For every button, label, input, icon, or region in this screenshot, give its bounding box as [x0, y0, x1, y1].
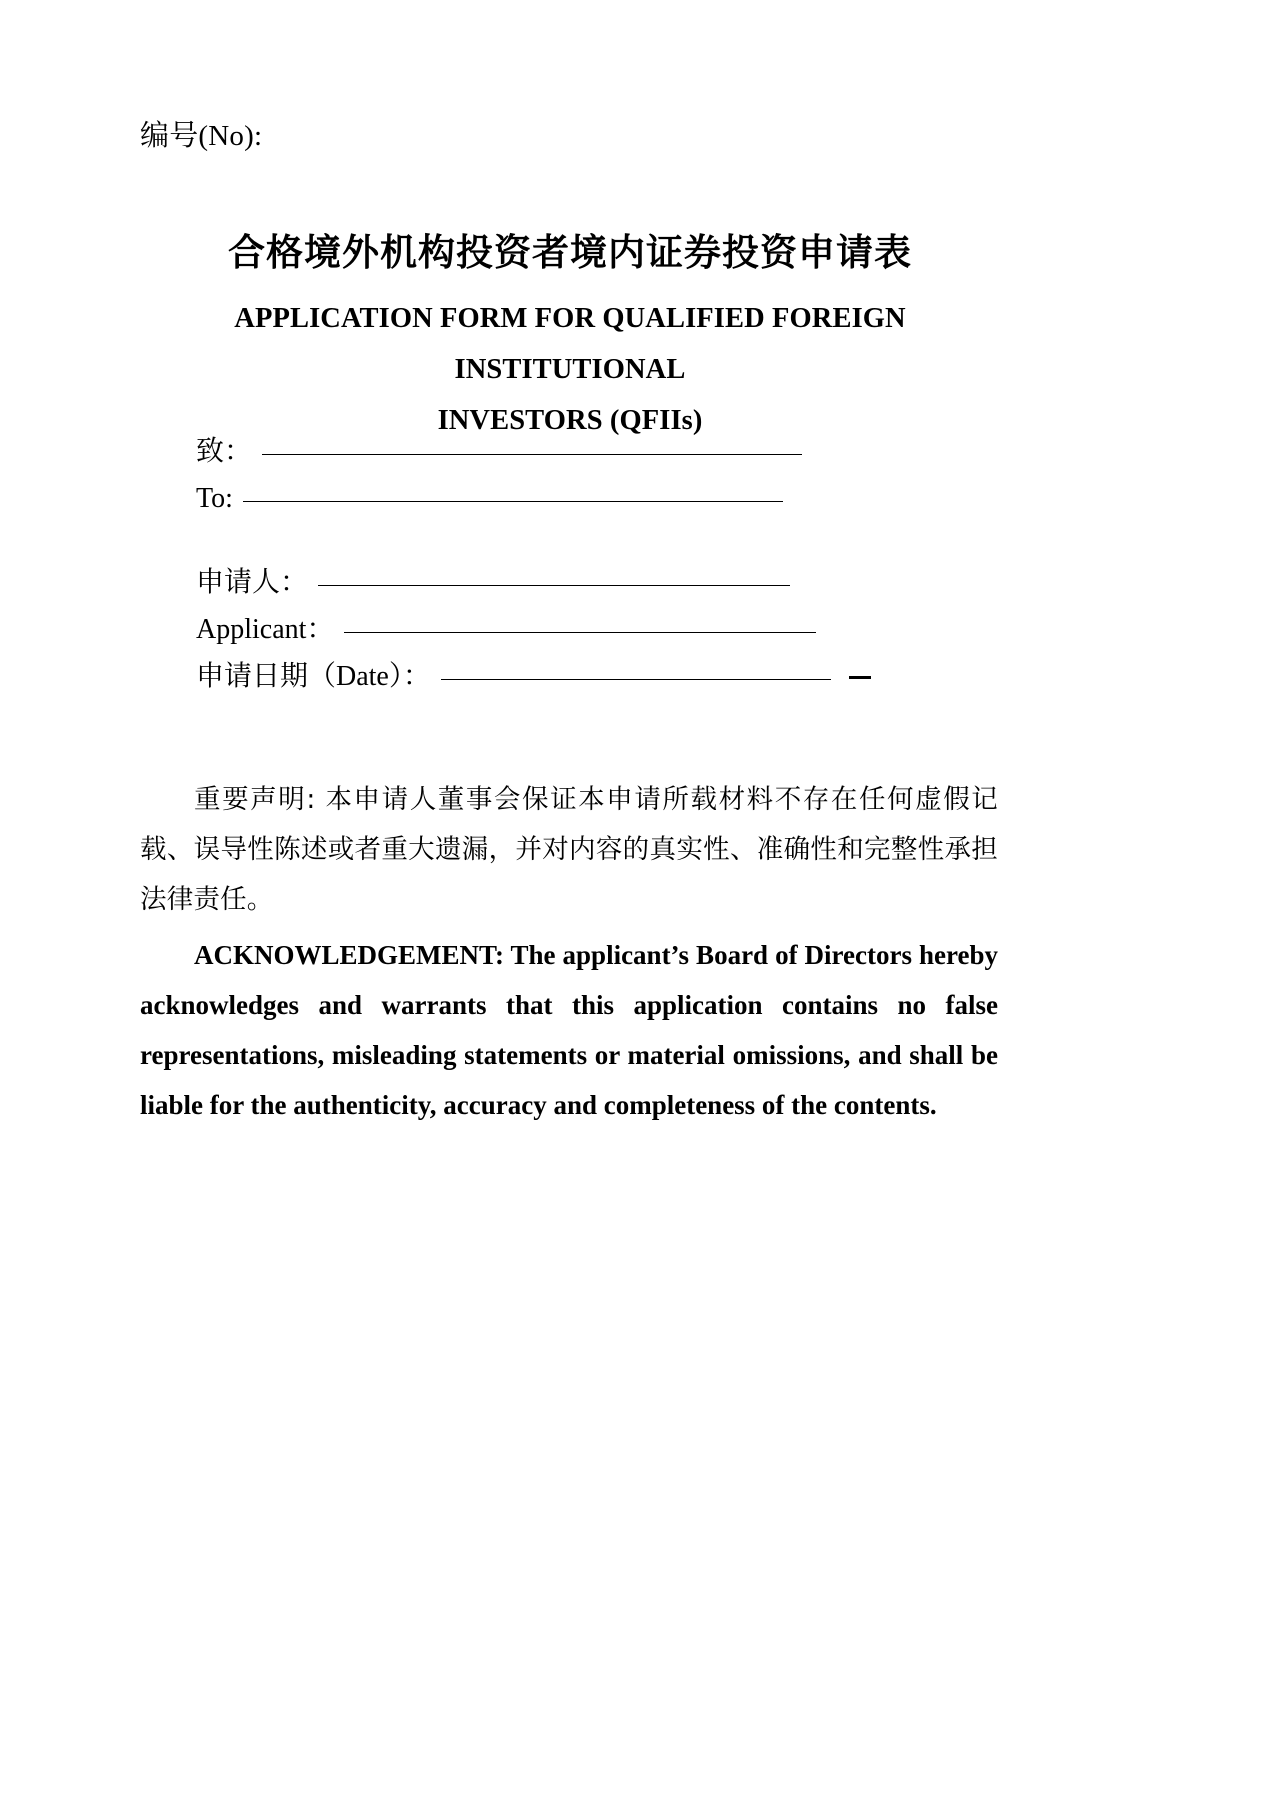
form-fields — [196, 432, 876, 704]
field-row-to-english — [196, 479, 876, 526]
applicant-english-input-rule[interactable] — [344, 632, 816, 633]
document-number-label: 编号(No): — [140, 120, 263, 152]
to-chinese-input-rule[interactable] — [262, 454, 802, 455]
applicant-chinese-label: 申请人： — [196, 567, 309, 598]
to-english-input-rule[interactable] — [243, 501, 783, 502]
to-chinese-label: 致： — [196, 436, 253, 467]
acknowledgement-paragraph-chinese: 重要声明: 本申请人董事会保证本申请所载材料不存在任何虚假记载、误导性陈述或者重大遗漏，并对内容的真实性、准确性和完整性承担法律责任。 — [140, 784, 998, 915]
applicant-english-label: Applicant： — [196, 614, 335, 645]
applicant-chinese-input-rule[interactable] — [318, 585, 790, 586]
field-row-date — [196, 657, 876, 704]
application-date-label: 申请日期（Date）： — [196, 661, 431, 692]
acknowledgement-paragraph-english: ACKNOWLEDGEMENT: The applicant’s Board of Directors hereby acknowledges and warrants that this application contains no false representations, misleading statements or material omissions, and shall be liable for the authenticity, accuracy and completeness of the contents. — [140, 940, 998, 1120]
field-row-to-chinese — [196, 432, 876, 479]
fields-spacer — [196, 526, 876, 563]
field-row-applicant-english — [196, 610, 876, 657]
page-title-english-line2: INVESTORS (QFIIs) — [437, 405, 703, 436]
application-date-input-rule[interactable] — [441, 679, 831, 680]
page-title-chinese: 合格境外机构投资者境内证券投资申请表 — [228, 233, 912, 274]
to-english-label: To: — [196, 483, 233, 514]
field-row-applicant-chinese — [196, 563, 876, 610]
application-date-rule-tail — [849, 676, 871, 679]
page-title-english-line1: APPLICATION FORM FOR QUALIFIED FOREIGN INSTITUTIONAL — [234, 303, 906, 385]
title-block — [140, 228, 1000, 446]
